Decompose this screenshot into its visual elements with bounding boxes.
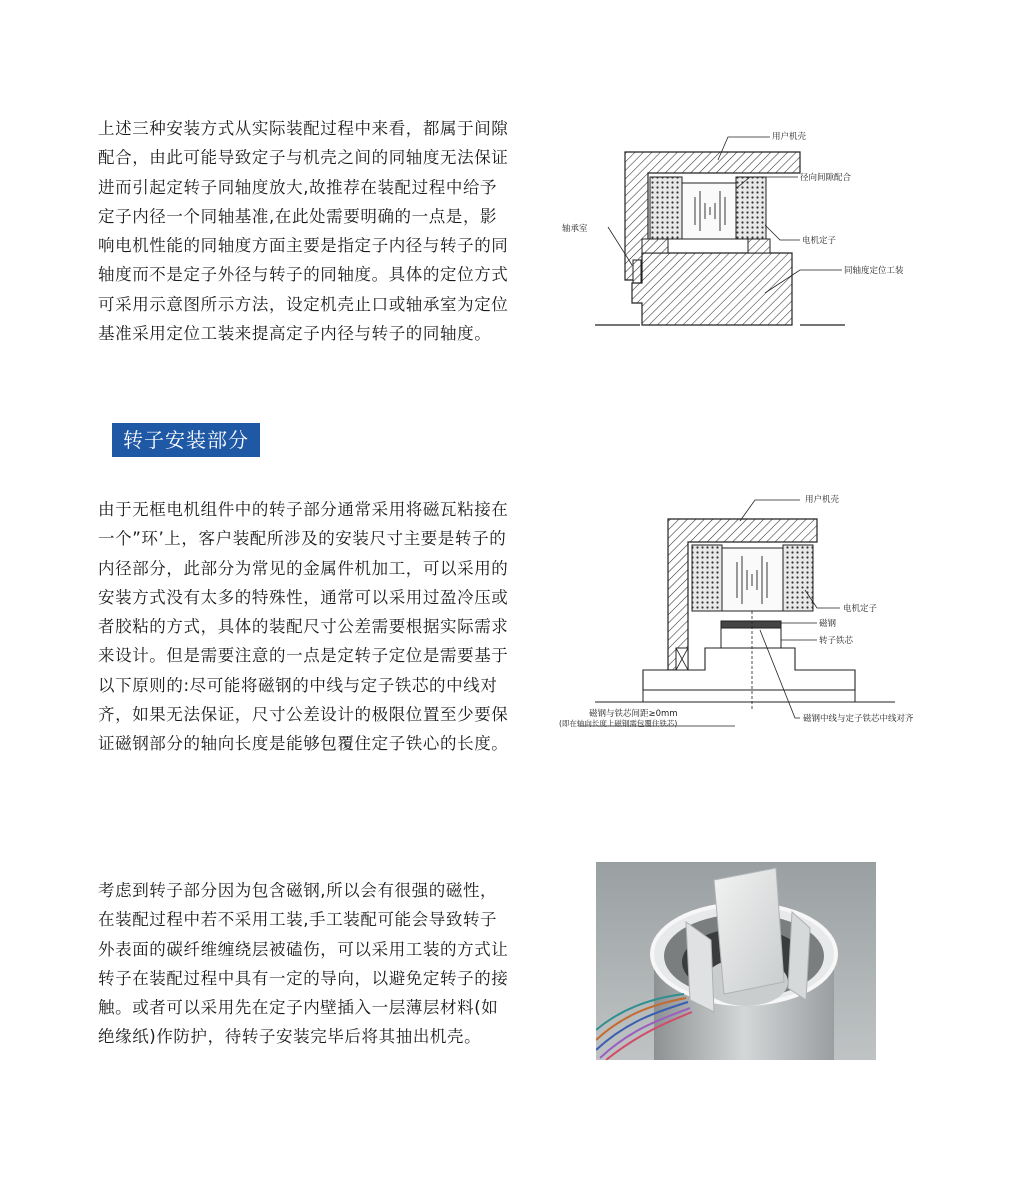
rotor-alignment-diagram bbox=[555, 490, 975, 740]
text-line: 证磁钢部分的轴向长度是能够包覆住定子铁心的长度。 bbox=[98, 734, 509, 754]
stator-alignment-diagram bbox=[560, 125, 940, 340]
text-line: 配合，由此可能导致定子与机壳之间的同轴度无法保证 bbox=[98, 148, 509, 168]
label-clearance: 径向间隙配合 bbox=[800, 173, 852, 183]
text-line: 转子在装配过程中具有一定的导向，以避免定转子的接 bbox=[98, 968, 509, 988]
text-line: 触。或者可以采用先在定子内壁插入一层薄层材料(如 bbox=[98, 998, 499, 1018]
label-magnet: 磁钢 bbox=[819, 619, 837, 629]
stator-core bbox=[722, 548, 783, 611]
section-heading-rotor: 转子安装部分 bbox=[112, 423, 260, 457]
section1-paragraph bbox=[98, 114, 556, 348]
text-line: 一个”环’上，客户装配所涉及的安装尺寸主要是转子的 bbox=[98, 529, 507, 549]
stator-left bbox=[650, 177, 682, 239]
section3-paragraph bbox=[98, 876, 556, 1052]
text-line: 轴度而不是定子外径与转子的同轴度。具体的定位方式 bbox=[98, 265, 509, 285]
fixture-shape bbox=[632, 253, 792, 325]
label-bearing: 轴承室 bbox=[562, 224, 588, 234]
label-align: 磁钢中线与定子铁芯中线对齐 bbox=[803, 714, 914, 724]
text-line: 上述三种安装方式从实际装配过程中来看，都属于间隙 bbox=[98, 119, 509, 138]
text-line: 内径部分，此部分为常见的金属件机加工，可以采用的 bbox=[98, 558, 509, 578]
text-line: 安装方式没有太多的特殊性，通常可以采用过盈冷压或 bbox=[98, 587, 509, 607]
magnet bbox=[721, 621, 781, 628]
section2-paragraph bbox=[98, 495, 556, 759]
text-line: 者胶粘的方式，具体的装配尺寸公差需要根据实际需求 bbox=[98, 617, 509, 637]
text-line: 绝缘纸)作防护，待转子安装完毕后将其抽出机壳。 bbox=[98, 1027, 482, 1047]
stator-core bbox=[682, 183, 736, 239]
label-fixture: 同轴度定位工装 bbox=[844, 266, 904, 276]
label-stator: 电机定子 bbox=[843, 604, 878, 614]
text-line: 可采用示意图所示方法，设定机壳止口或轴承室为定位 bbox=[98, 294, 509, 314]
text-line: 基准采用定位工装来提高定子内径与转子的同轴度。 bbox=[98, 324, 492, 344]
text-line: 外表面的碳纤维缠绕层被磕伤，可以采用工装的方式让 bbox=[98, 939, 509, 959]
label-housing: 用户机壳 bbox=[772, 132, 807, 142]
text-line: 以下原则的:尽可能将磁钢的中线与定子铁芯的中线对 bbox=[98, 675, 498, 695]
text-line: 在装配过程中若不采用工装,手工装配可能会导致转子 bbox=[98, 910, 498, 930]
label-housing: 用户机壳 bbox=[805, 495, 840, 505]
text-line: 定子内径一个同轴基准,在此处需要明确的一点是，影 bbox=[98, 206, 498, 226]
label-stator: 电机定子 bbox=[802, 236, 837, 246]
text-line: 考虑到转子部分因为包含磁钢,所以会有很强的磁性， bbox=[98, 881, 498, 900]
text-line: 响电机性能的同轴度方面主要是指定子内径与转子的同 bbox=[98, 236, 509, 256]
label-gap-note: (即在轴向长度上磁钢需包覆住铁芯) bbox=[559, 719, 678, 728]
label-gap: 磁钢与铁芯间距≥0mm bbox=[589, 709, 678, 719]
label-rotor-core: 转子铁芯 bbox=[819, 636, 854, 646]
stator-right bbox=[736, 177, 766, 239]
stator-left bbox=[692, 545, 722, 611]
text-line: 进而引起定转子同轴度放大,故推荐在装配过程中给予 bbox=[98, 177, 498, 197]
text-line: 来设计。但是需要注意的一点是定转子定位是需要基于 bbox=[98, 646, 509, 666]
text-line: 由于无框电机组件中的转子部分通常采用将磁瓦粘接在 bbox=[98, 500, 509, 519]
stator-right bbox=[783, 545, 813, 611]
rotor-insertion-photo bbox=[596, 862, 876, 1060]
text-line: 齐，如果无法保证，尺寸公差设计的极限位置至少要保 bbox=[98, 705, 509, 725]
rotor-core bbox=[721, 628, 781, 648]
